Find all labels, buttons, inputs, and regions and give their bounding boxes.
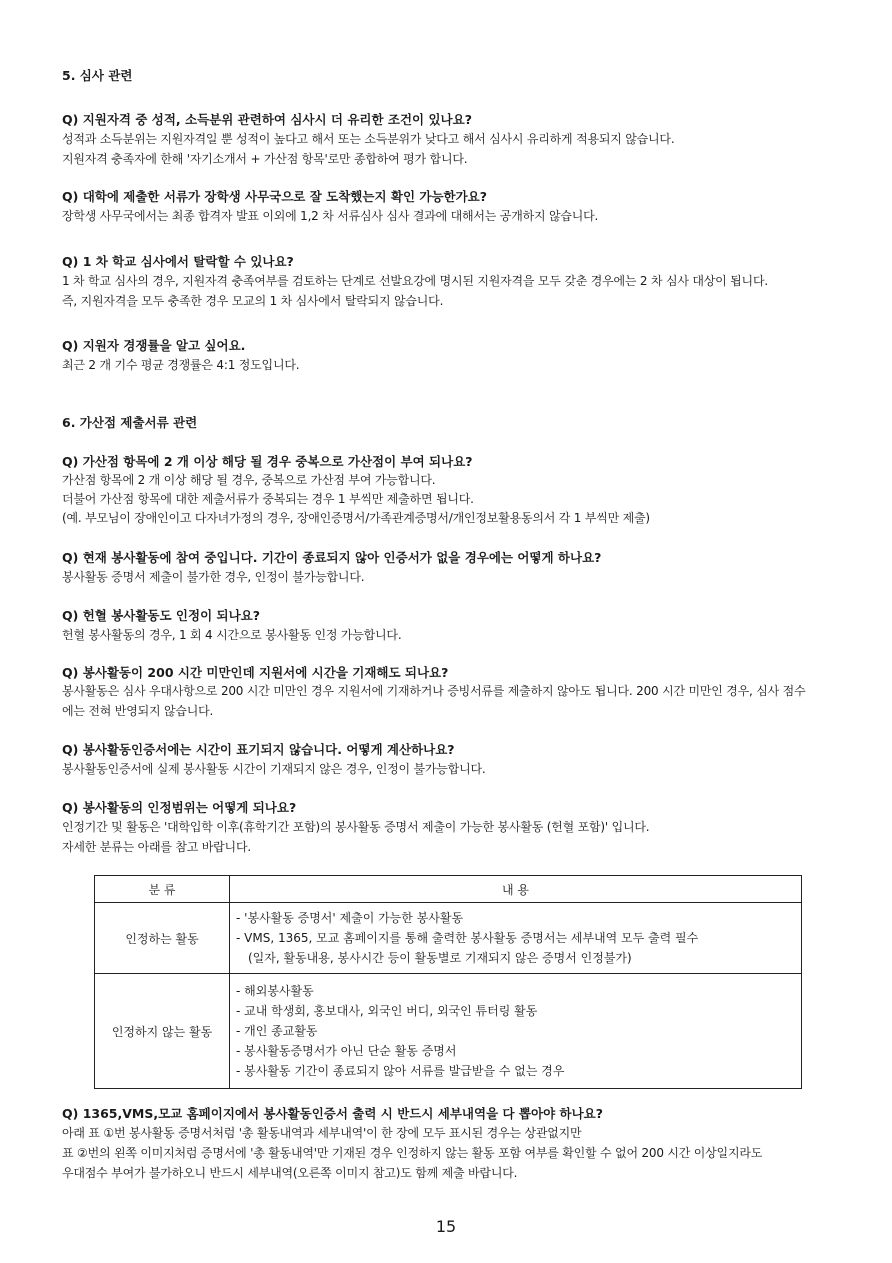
question: Q) 1 차 학교 심사에서 탈락할 수 있나요? bbox=[62, 254, 294, 269]
answer-line: 봉사활동인증서에 실제 봉사활동 시간이 기재되지 않은 경우, 인정이 불가능합니다. bbox=[62, 762, 486, 776]
question: Q) 봉사활동이 200 시간 미만인데 지원서에 시간을 기재해도 되나요? bbox=[62, 665, 449, 680]
question: Q) 봉사활동의 인정범위는 어떻게 되나요? bbox=[62, 800, 297, 815]
answer-line: 헌혈 봉사활동의 경우, 1 회 4 시간으로 봉사활동 인정 가능합니다. bbox=[62, 628, 402, 642]
question: Q) 현재 봉사활동에 참여 중입니다. 기간이 종료되지 않아 인증서가 없을 경우에는 어떻게 하나요? bbox=[62, 550, 602, 565]
answer-line: 장학생 사무국에서는 최종 합격자 발표 이외에 1,2 차 서류심사 심사 결과에 대해서는 공개하지 않습니다. bbox=[62, 209, 599, 223]
table-item: - 교내 학생회, 홍보대사, 외국인 버디, 외국인 튜터링 활동 bbox=[236, 1004, 538, 1018]
answer-line: 자세한 분류는 아래를 참고 바랍니다. bbox=[62, 840, 251, 854]
table-row bbox=[95, 903, 802, 974]
question: Q) 1365,VMS,모교 홈페이지에서 봉사활동인증서 출력 시 반드시 세부내역을 다 뽑아야 하나요? bbox=[62, 1106, 603, 1121]
section-title: 6. 가산점 제출서류 관련 bbox=[62, 415, 198, 430]
table-item: - VMS, 1365, 모교 홈페이지를 통해 출력한 봉사활동 증명서는 세부내역 모두 출력 필수 bbox=[236, 931, 699, 945]
table-item: - 해외봉사활동 bbox=[236, 984, 314, 998]
page-number: 15 bbox=[435, 1217, 457, 1236]
table-row bbox=[95, 974, 802, 1089]
table-header-category: 분 류 bbox=[95, 876, 230, 903]
table-header-row bbox=[95, 876, 802, 903]
table-items-cell bbox=[230, 903, 802, 974]
table-items-cell bbox=[230, 974, 802, 1089]
answer-line: 표 ②번의 왼쪽 이미지처럼 증명서에 '총 활동내역'만 기재된 경우 인정하지 않는 활동 포함 여부를 확인할 수 없어 200 시간 이상일지라도 bbox=[62, 1146, 763, 1160]
answer-line: 최근 2 개 기수 평균 경쟁률은 4:1 정도입니다. bbox=[62, 358, 300, 372]
answer-line: 즉, 지원자격을 모두 충족한 경우 모교의 1 차 심사에서 탈락되지 않습니다. bbox=[62, 294, 444, 308]
table-item: - '봉사활동 증명서' 제출이 가능한 봉사활동 bbox=[236, 911, 464, 925]
question: Q) 지원자 경쟁률을 알고 싶어요. bbox=[62, 338, 246, 353]
answer-line: 지원자격 충족자에 한해 '자기소개서 + 가산점 항목'로만 종합하여 평가 합니다. bbox=[62, 152, 468, 166]
answer-line: (예. 부모님이 장애인이고 다자녀가정의 경우, 장애인증명서/가족관계증명서/개인정보활용동의서 각 1 부씩만 제출) bbox=[62, 511, 650, 525]
answer-paragraph: 봉사활동은 심사 우대사항으로 200 시간 미만인 경우 지원서에 기재하거나 증빙서류를 제출하지 않아도 됩니다. 200 시간 미만인 경우, 심사 점수에는 전혀 반영되지 않습니다. bbox=[62, 684, 806, 718]
answer-line: 더불어 가산점 항목에 대한 제출서류가 중복되는 경우 1 부씩만 제출하면 됩니다. bbox=[62, 492, 474, 506]
table-item: - 개인 종교활동 bbox=[236, 1024, 318, 1038]
table-item: (일자, 활동내용, 봉사시간 등이 활동별로 기재되지 않은 증명서 인정불가) bbox=[248, 951, 632, 965]
volunteer-scope-table bbox=[94, 875, 802, 1089]
question: Q) 가산점 항목에 2 개 이상 해당 될 경우 중복으로 가산점이 부여 되나요? bbox=[62, 454, 473, 469]
table-item: - 봉사활동 기간이 종료되지 않아 서류를 발급받을 수 없는 경우 bbox=[236, 1064, 565, 1078]
section-title: 5. 심사 관련 bbox=[62, 68, 133, 83]
answer-line: 봉사활동 증명서 제출이 불가한 경우, 인정이 불가능합니다. bbox=[62, 570, 365, 584]
question: Q) 지원자격 중 성적, 소득분위 관련하여 심사시 더 유리한 조건이 있나요? bbox=[62, 112, 472, 127]
table-category-cell: 인정하는 활동 bbox=[95, 903, 230, 974]
answer-line: 아래 표 ①번 봉사활동 증명서처럼 '총 활동내역과 세부내역'이 한 장에 모두 표시된 경우는 상관없지만 bbox=[62, 1126, 582, 1140]
answer-line: 성적과 소득분위는 지원자격일 뿐 성적이 높다고 해서 또는 소득분위가 낮다고 해서 심사시 유리하게 적용되지 않습니다. bbox=[62, 132, 675, 146]
table-header-content: 내 용 bbox=[230, 876, 802, 903]
question: Q) 헌혈 봉사활동도 인정이 되나요? bbox=[62, 608, 260, 623]
question: Q) 봉사활동인증서에는 시간이 표기되지 않습니다. 어떻게 계산하나요? bbox=[62, 742, 455, 757]
answer-line: 가산점 항목에 2 개 이상 해당 될 경우, 중복으로 가산점 부여 가능합니다. bbox=[62, 473, 436, 487]
table-item: - 봉사활동증명서가 아닌 단순 활동 증명서 bbox=[236, 1044, 457, 1058]
answer-line: 인정기간 및 활동은 '대학입학 이후(휴학기간 포함)의 봉사활동 증명서 제출이 가능한 봉사활동 (헌혈 포함)' 입니다. bbox=[62, 820, 650, 834]
answer-line: 우대점수 부여가 불가하오니 반드시 세부내역(오른쪽 이미지 참고)도 함께 제출 바랍니다. bbox=[62, 1166, 518, 1180]
answer-line: 1 차 학교 심사의 경우, 지원자격 충족여부를 검토하는 단계로 선발요강에 명시된 지원자격을 모두 갖춘 경우에는 2 차 심사 대상이 됩니다. bbox=[62, 274, 768, 288]
question: Q) 대학에 제출한 서류가 장학생 사무국으로 잘 도착했는지 확인 가능한가요? bbox=[62, 189, 488, 204]
table-category-cell: 인정하지 않는 활동 bbox=[95, 974, 230, 1089]
